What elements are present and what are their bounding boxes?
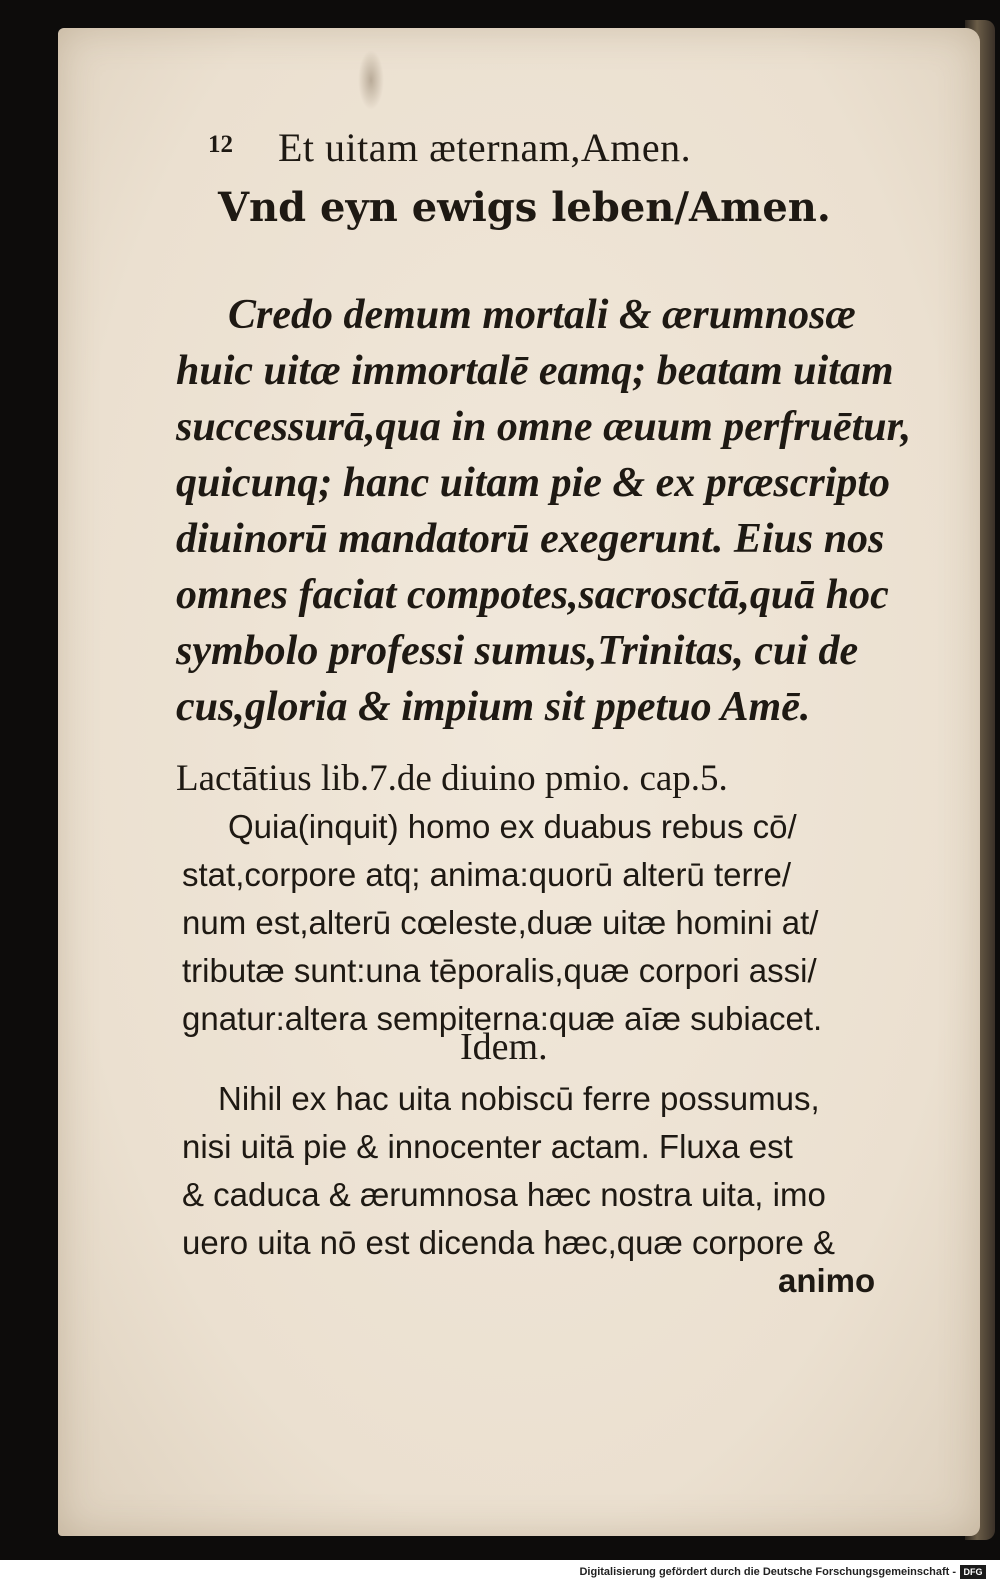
idem-line-4: uero uita nō est dicenda hæc,quæ corpore & — [182, 1224, 836, 1261]
italic-line-2: huic uitæ immortalē eamq; beatam uitam — [176, 348, 894, 394]
italic-line-8: cus,gloria & impium sit ppetuo Amē. — [176, 684, 811, 730]
funding-credit: Digitalisierung gefördert durch die Deutsche Forschungsgemeinschaft - — [579, 1566, 956, 1578]
page-number: 12 — [208, 131, 233, 158]
italic-line-1: Credo demum mortali & ærumnosæ — [228, 292, 856, 338]
italic-line-3: successurā,qua in omne æuum perfruētur, — [176, 404, 912, 450]
lactantius-heading: Lactātius lib.7.de diuino pmio. cap.5. — [176, 758, 728, 799]
italic-line-7: symbolo professi sumus,Trinitas, cui de — [176, 628, 859, 674]
italic-line-5: diuinorū mandatorū exegerunt. Eius nos — [176, 516, 885, 562]
title-latin: Et uitam æternam,Amen. — [278, 125, 692, 170]
lactantius-line-1: Quia(inquit) homo ex duabus rebus cō/ — [228, 808, 797, 845]
idem-line-2: nisi uitā pie & innocenter actam. Fluxa est — [182, 1128, 793, 1165]
italic-line-6: omnes faciat compotes,sacrosctā,quā hoc — [176, 572, 889, 618]
book-page — [58, 28, 980, 1536]
idem-line-1: Nihil ex hac uita nobiscū ferre possumus, — [218, 1080, 820, 1117]
title-german: Vnd eyn ewigs leben/Amen. — [218, 184, 831, 231]
ink-blot — [358, 50, 384, 110]
dfg-logo: DFG — [960, 1565, 986, 1579]
lactantius-line-5: gnatur:altera sempiterna:quæ aīæ subiacet. — [182, 1000, 823, 1037]
catchword: animo — [778, 1262, 876, 1299]
footer-bar — [0, 1560, 1000, 1585]
lactantius-line-4: tributæ sunt:una tēporalis,quæ corpori assi/ — [182, 952, 817, 989]
idem-heading: Idem. — [460, 1026, 548, 1068]
idem-line-3: & caduca & ærumnosa hæc nostra uita, imo — [182, 1176, 826, 1213]
lactantius-line-2: stat,corpore atq; anima:quorū alterū terre/ — [182, 856, 791, 893]
lactantius-line-3: num est,alterū cœleste,duæ uitæ homini at/ — [182, 904, 819, 941]
italic-line-4: quicunq; hanc uitam pie & ex præscripto — [176, 460, 891, 506]
